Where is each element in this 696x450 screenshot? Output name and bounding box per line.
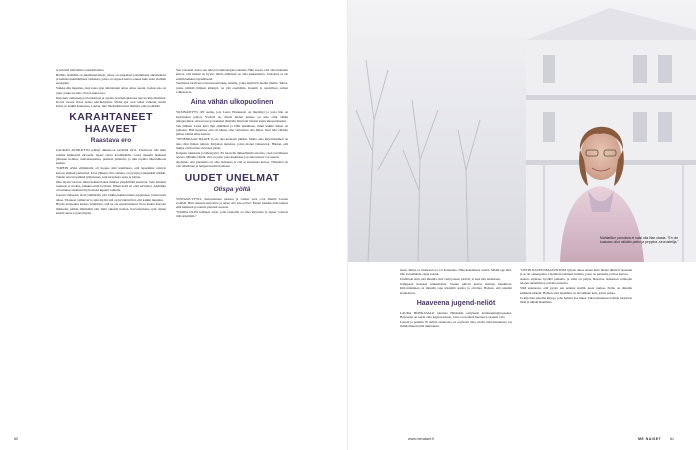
- photo-caption: Mahtailiion pariuksia ei saisi olla liian otasta. "En ole koskaan ollut mikään paitsi ja peppina -seurustelija.": [600, 236, 679, 245]
- paragraph: Ja kirjoitan sanoilla kirjoja, joita haluan itse lukea. Tulevaisuudessa haluan kirjoittaa lisää ja nähdä maailmaa.: [520, 295, 632, 304]
- paragraph: LAURA HONKASALO rakastaa Helsinkiä, erityisesti kotikaupunginosaansa. Haaveena on saada oma jugend-asunto, jossa on korkeat huoneet ja kaunis valo.: [400, 310, 512, 320]
- subheading-raastava-ero: Raastava ero: [90, 137, 132, 145]
- paragraph: "KIPEIN ASIA elämässäni oli luopua siitä unelmasta, että lapsemme saisivat kasvaa ehjässä perheessä. Eron jälkeen olin romuna, en pystynyt tekemään mitään. Tunsin olevani pelkkä tyhjä kuori, sain terapiasta apua ja lohtua.: [56, 166, 166, 179]
- footer-brand: ME NAISET: [638, 437, 662, 441]
- paragraph: Ajattelen, että jokaisella on oma tarinansa ja että se kannattaa kertoa. Tärkeintä on olla rehellinen ja lempeä itseään kohtaan.: [176, 160, 288, 169]
- paragraph: Hallitto sisältään on tukimateriaaleja, joissa on paneeluja paremmasta aikataulusta ja kaikista kehittämisen vaiheista, joista on tarpeen kertoa ennen kuin asiat viedään eteenpäin.: [56, 72, 166, 86]
- paragraph: "OSTIN KAUPUNKIASUNTONI lyhyen aikaa ennen kuin hinnat lähtivät nousuun ja se oli onnenpotku. Unelmoin edelleen kodista, jossa on puutarha ja tilaa kasvaa.: [520, 268, 632, 277]
- left-column-1: [56, 68, 166, 216]
- section-title-karahtaneet: KARAHTANEET HAAVEET: [69, 111, 153, 136]
- subheading-aina-vahan: Aina vähän ulkopuolinen: [190, 99, 274, 107]
- right-page: [348, 0, 696, 450]
- paragraph: Olin täysin varaton, mutta kaikki ihanat ihmiset ympärilläni auttoivat. Sain lainaksi asunnon ja ruokaa, kaikkea mitä tarvitsin. Ilman heitä en olisi selvinnyt. Aiemmin oli sattunut olemaan myös muita kipeitä vaiheita.: [56, 179, 166, 193]
- section-title-uudet-unelmat: UUDET UNELMAT: [184, 171, 280, 184]
- paragraph: Jossain vaiheessa aloin ymmärtää, että vaikka kaikki tuntuu loppuneen, jotain uutta alkaa. Tilanteet vaihtuvat ja ajan myötä sitä on hyväksyttävä, että kaikki muuttuu.: [56, 193, 166, 202]
- paragraph: Asunto sijaitsee hyvällä paikalla, ja siinä on paljon historiaa. Rakastan vanhojen talojen tunnelmaa ja niiden tarinoita.: [520, 277, 632, 286]
- paragraph: Kirjoitan romaaneja ja tietokirjoja ja opetan työväenopistossa luovaa kirjoittamista. Kovin vuosia virtaa noista päiväkirjoista. Viime ajat ovat olleet vaikeita, mutta kohta se kaikki kannattaa. Laulan, niin mielenkiintoisia ihmisiä, paljon elämää.: [56, 95, 166, 109]
- paragraph: VINTAGE-TYYLI, merenrannan tuoksut ja vanhat talot ovat lähellä Lauran sydäntä. Hän rakastaa kirjoittaa ja tekee sitä joka päivä. Ennen kaikkea hän haluaa elää hetkessä ja nauttia pienistä asioista.: [176, 196, 288, 210]
- right-column-2: [520, 268, 632, 305]
- paragraph: ta leivästä italialaista tomaattiletttua.: [56, 68, 105, 72]
- paragraph: Suomessa tarvitaan tosissaan kiitoksia naisille, jotka näyttävät mallia muille. Tahoa, jonne päättää ihmiset kääntyä, on yhä enemmän. Kauniit ja raadolliset tarinat rohkaisevat.: [176, 81, 288, 95]
- paragraph: "SENENKAAN HAAVE ei ole olla koskaan julkkis. Mutta oma kirjoittaminen on aina ollut minun juttuni. Kirjoitan tunteista, joista monet vaikenevat. Haluan, että lukijat eivät tunne olevansa yksin.: [176, 137, 288, 150]
- subheading-olispa-yolta: Olispa yöltä: [213, 185, 251, 193]
- paragraph: Sen vastausti sanoa sen tulevan bumerangina takaisin. Hän toteaa, että olisi halunnut kertoa, että kaikki on hyvin, mutta elämässä on aina kaikenlaista. Tarkoitus ei ole esittää kaikkea täydellisenä.: [176, 68, 288, 81]
- left-column-2: [176, 68, 288, 219]
- paragraph: Unelmoin siitä, että minulla olisi vielä joskus ystäviä, ja teen tätä uudestaan.: [400, 277, 501, 282]
- paragraph: Lauran ja poikien 70 neliön asunnossa on sopivasti tilaa, mutta tulevaisuudessa voi mahdollisesti tulla muutoksia.: [400, 320, 512, 329]
- paragraph: Jumppaan konsaan kaikenlaista. Saatan piilotti kertoa mennyt katukuvia. Kirjoittaminen on minulle tapa käsitellä asioita ja oivaltaa. Haluan, että tekstini koskettavat.: [400, 282, 512, 295]
- paragraph: lesen. Mutta et, matkarata ei voi kontentua. Näin keskilastaa saatisi. Middl-age mid-life, Isotemikrin oneja saanut.: [400, 268, 512, 277]
- paragraph: Vaikka elin muuttuu, olen koko ajan tahdottunut antaa omaa osaani. Joskus asia on joku, jonka en usko olevan kunnossa.: [56, 86, 166, 95]
- page-number-right: 81: [670, 437, 674, 441]
- portrait-photo: [348, 0, 696, 262]
- footer-url: www.menaiset.fi: [408, 437, 434, 441]
- paragraph: Hyvän terapeutin kanssa ymmärsin, että en ole epäonnistunut. Eron kautta kasvoin ihmisenä, pääsin lähemmäs sitä, mitä oikeasti haluan. Korvattomana opin, miten kestän surua ja pettymystä.: [56, 202, 166, 215]
- photo-illustration: [348, 0, 696, 262]
- subheading-haaveena: Haaveena jugend-neliöt: [416, 299, 496, 307]
- paragraph: Sen jälkeen Laura kävi läpi elämänsä ja lähti tutkimaan, mikä kaikki siihen on johtanut. Hän huomasi, että oli hänen oma valintansa olla hiljaa. Kun hän vihdoin puhui, elämä alkoi kantaa.: [176, 123, 288, 137]
- paragraph: Kaipaan rakkautta ja läheisyyttä. En haaveile ihmeellisistä asioista, vaan tavallisesta arjesta. Minulle riittää, että on joku, joka kuuntelee ja jonka kanssa voi nauraa.: [176, 150, 288, 160]
- page-number-left: 80: [14, 437, 18, 441]
- right-column-1: [400, 268, 512, 329]
- paragraph: "KURPA OLISI sellaisen talon, jolla rannoilla on tilaa kirjoittaa ja lapset voisivat tulla käymään.": [176, 210, 288, 219]
- paragraph: Siltä asunnosta, että pysyn sen seinien sisällä, koen rauhaa. Perhe on minulle kaikkein tärkein. Haluan, että lapsillani on turvallinen koti, johon palata.: [520, 286, 632, 295]
- paragraph: LAURAN AVIOLIITTO päättyi äkkieroon keväällä 2011. Puolisoon tuli kuin salama kirkkaalta taivaalta, lapset olivat kouluikäisiä. Laura menetti hetkessä yhteisen kotinsa, tulevaisuutensa, puhtaan yhteisön, ja niin lopulta lähestulkoon kaiken.: [56, 148, 166, 166]
- paragraph: YKSINÄISYYS ON teema, jota Laura Honkasalo on miettinyt ja josta hän on kirjoittanut paljon. Ystäviä on, mutta niiden kanssa on aina ollut vähän ulkopuolinen. Avioerossa ja leskeksi jäätyään hän koki itsensä usein ulkopuoliseksi.: [176, 110, 288, 123]
